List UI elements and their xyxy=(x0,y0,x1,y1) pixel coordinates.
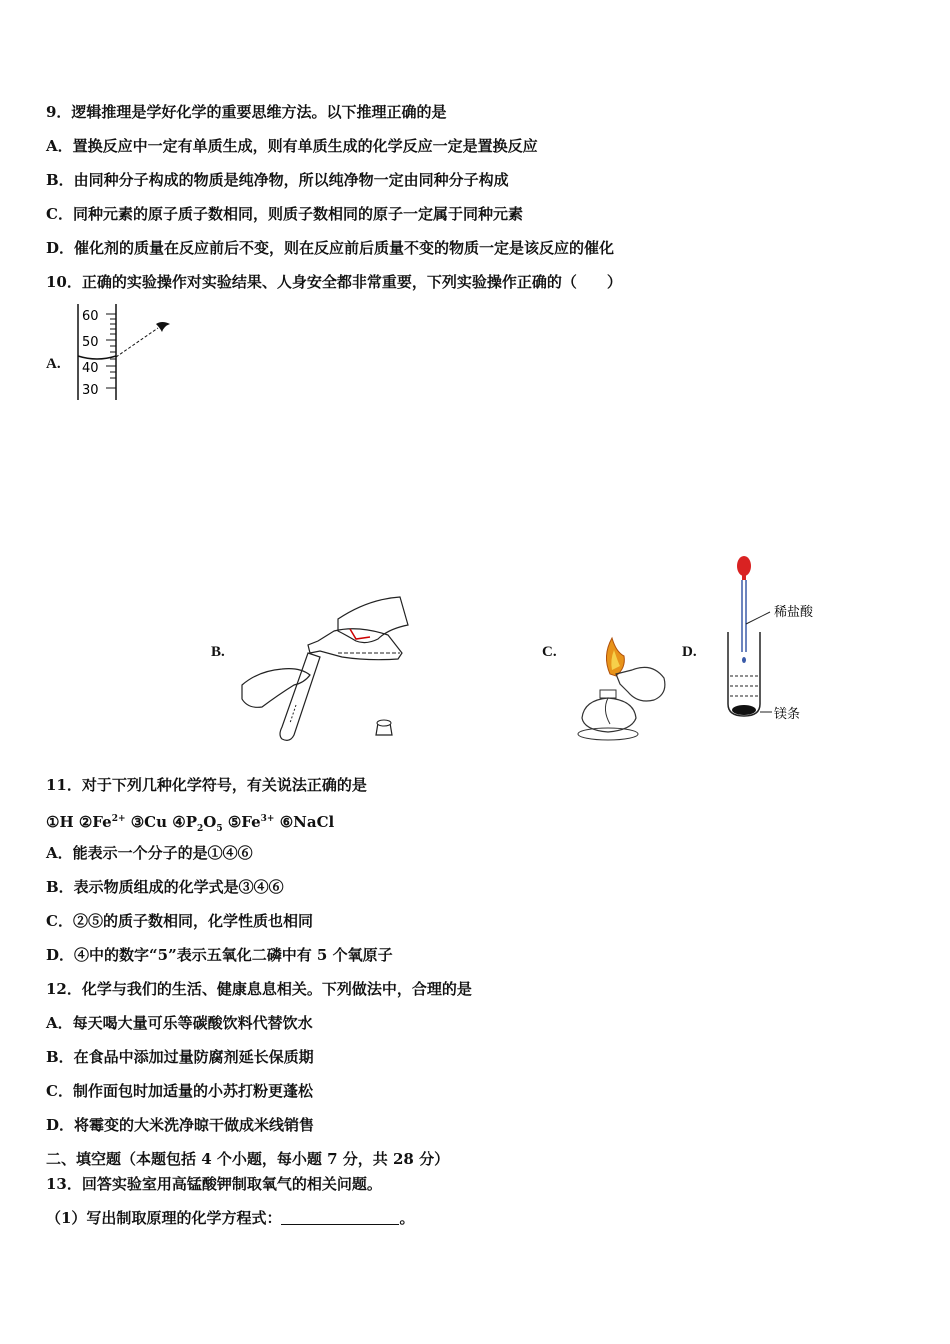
q12-option-b: B．在食品中添加过量防腐剂延长保质期 xyxy=(46,1048,314,1066)
q9-option-d: D．催化剂的质量在反应前后不变，则在反应前后质量不变的物质一定是该反应的催化 xyxy=(46,239,615,257)
answer-blank[interactable] xyxy=(281,1210,399,1225)
q13-part-1 xyxy=(46,1208,414,1228)
q10-stem: 10．正确的实验操作对实验结果、人身安全都非常重要，下列实验操作正确的（ ） xyxy=(46,273,622,291)
tick-50: 50 xyxy=(82,335,99,350)
q12-option-a: A．每天喝大量可乐等碳酸饮料代替饮水 xyxy=(46,1014,313,1032)
q10-label-c: C. xyxy=(542,644,557,660)
label-dilute-acid: 稀盐酸 xyxy=(774,605,814,620)
symbol-3: ③Cu xyxy=(130,813,168,831)
tick-30: 30 xyxy=(82,383,99,398)
q11-symbols xyxy=(46,809,334,839)
section-heading: 二、填空题（本题包括 4 个小题，每小题 7 分，共 28 分） xyxy=(46,1150,450,1168)
alcohol-lamp-figure xyxy=(572,634,672,744)
tick-40: 40 xyxy=(82,361,99,376)
graduated-cylinder-figure xyxy=(72,302,182,402)
q12-option-c: C．制作面包时加适量的小苏打粉更蓬松 xyxy=(46,1082,313,1100)
test-tube-acid-figure xyxy=(720,554,840,729)
q13-part-1-prompt: （1）写出制取原理的化学方程式： xyxy=(46,1209,282,1227)
q10-label-d: D. xyxy=(682,644,697,660)
label-magnesium-strip: 镁条 xyxy=(774,707,801,722)
q10-label-a: A. xyxy=(46,356,61,372)
symbol-1: ①H xyxy=(46,813,74,831)
dropper-bulb xyxy=(737,556,751,576)
symbol-4: $④P_2O_5$ xyxy=(172,813,223,834)
q13-stem: 13．回答实验室用高锰酸钾制取氧气的相关问题。 xyxy=(46,1175,382,1193)
q11-option-b: B．表示物质组成的化学式是③④⑥ xyxy=(46,878,284,896)
symbol-5: $⑤Fe^{3+}$ xyxy=(227,813,275,831)
q9-option-a: A．置换反应中一定有单质生成，则有单质生成的化学反应一定是置换反应 xyxy=(46,137,538,155)
q11-option-d: D．④中的数字“5”表示五氧化二磷中有 5 个氧原子 xyxy=(46,946,393,964)
symbol-6: ⑥NaCl xyxy=(279,813,335,831)
q10-label-b: B. xyxy=(211,644,225,660)
q12-option-d: D．将霉变的大米洗净晾干做成米线销售 xyxy=(46,1116,315,1134)
q11-option-c: C．②⑤的质子数相同，化学性质也相同 xyxy=(46,912,313,930)
tick-60: 60 xyxy=(82,309,99,324)
q11-stem: 11．对于下列几种化学符号，有关说法正确的是 xyxy=(46,776,367,794)
q12-stem: 12．化学与我们的生活、健康息息相关。下列做法中，合理的是 xyxy=(46,980,472,998)
q9-option-c: C．同种元素的原子质子数相同，则质子数相同的原子一定属于同种元素 xyxy=(46,205,523,223)
q9-stem: 9．逻辑推理是学好化学的重要思维方法。以下推理正确的是 xyxy=(46,103,447,121)
q13-part-1-end: 。 xyxy=(399,1209,415,1227)
pouring-liquid-figure xyxy=(238,595,418,745)
q11-option-a: A．能表示一个分子的是①④⑥ xyxy=(46,844,253,862)
eye-icon xyxy=(156,322,170,332)
q9-option-b: B．由同种分子构成的物质是纯净物，所以纯净物一定由同种分子构成 xyxy=(46,171,509,189)
symbol-2: $②Fe^{2+}$ xyxy=(78,813,126,831)
